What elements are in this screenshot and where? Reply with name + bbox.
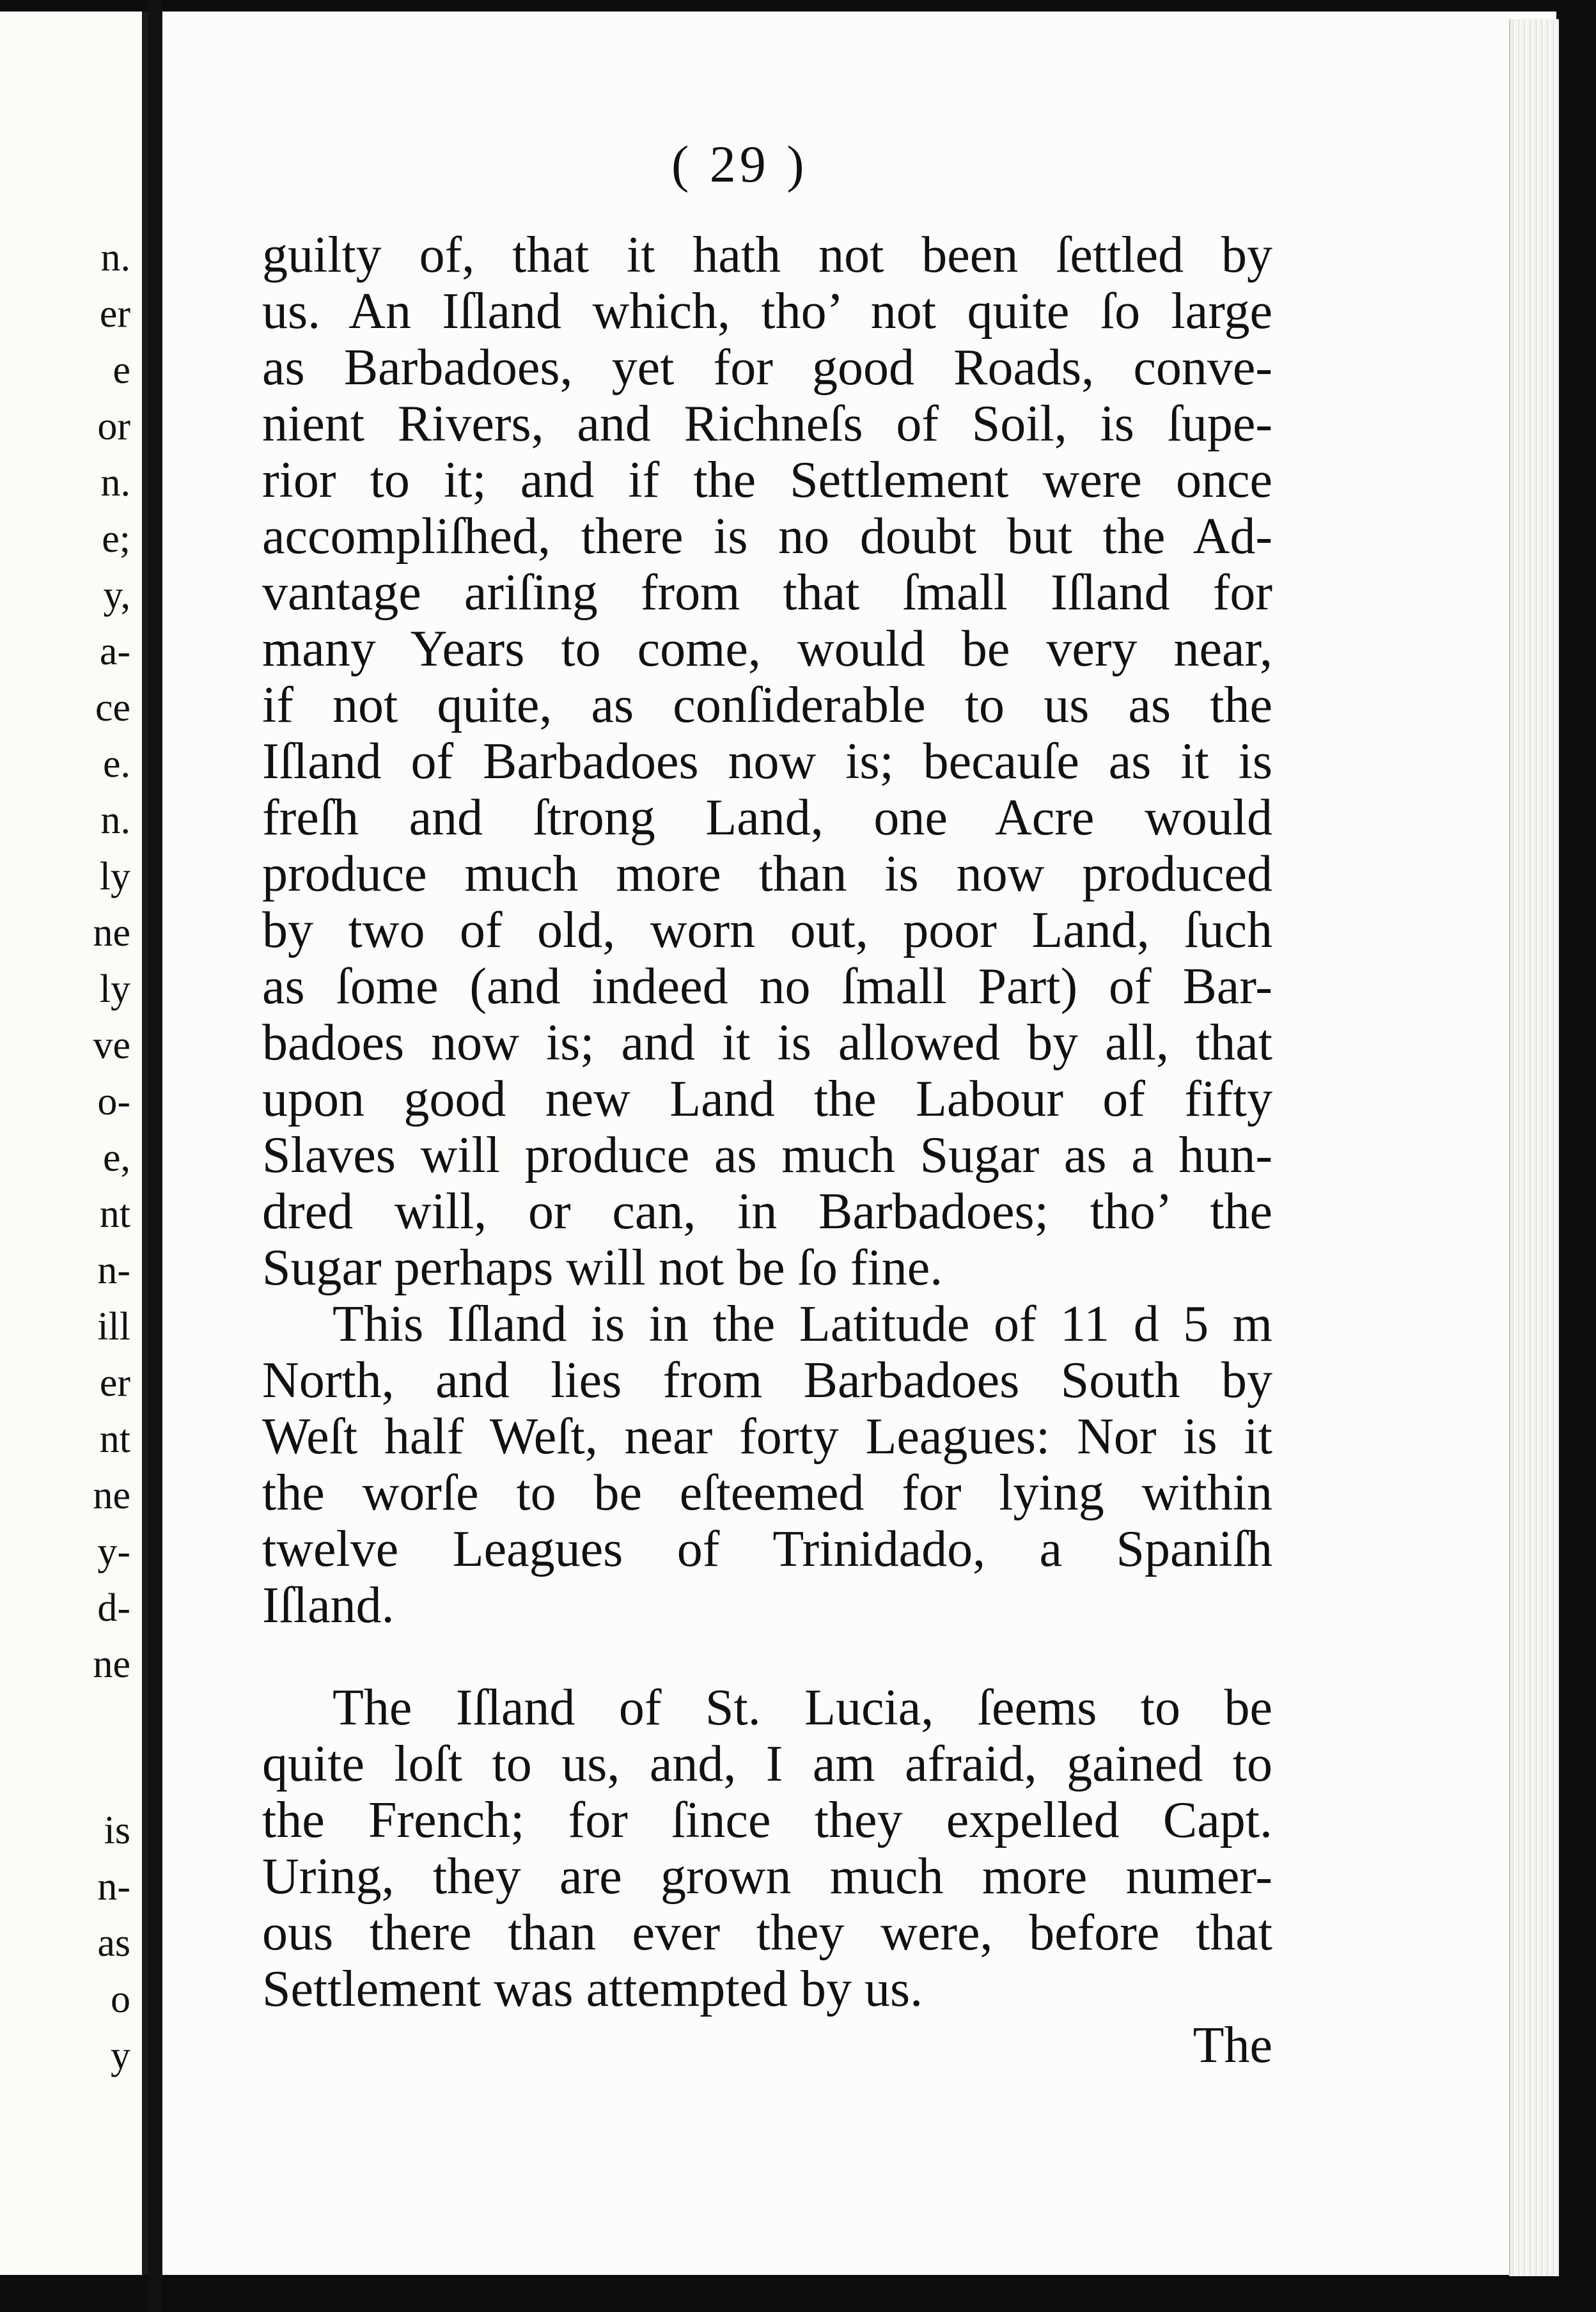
page-number: ( 29 )	[671, 135, 808, 193]
left-fragment: n.	[100, 799, 130, 842]
book-gutter	[148, 0, 162, 2312]
left-fragment: y-	[97, 1530, 130, 1574]
text-line: by two of old, worn out, poor Land, ſuch	[262, 902, 1272, 958]
text-line: Settlement was attempted by us.	[262, 1961, 923, 2017]
text-line: many Years to come, would be very near,	[262, 621, 1272, 677]
text-line: Iſland of Barbadoes now is; becauſe as it is	[262, 733, 1272, 790]
text-line: if not quite, as conſiderable to us as the	[262, 677, 1272, 733]
text-line: rior to it; and if the Settlement were once	[262, 452, 1272, 508]
left-fragment: o-	[97, 1080, 130, 1123]
text-line: freſh and ſtrong Land, one Acre would	[262, 790, 1272, 846]
left-fragment: ne	[93, 1474, 130, 1517]
left-fragment: y,	[103, 574, 130, 617]
text-line: Sugar perhaps will not be ſo fine.	[262, 1240, 943, 1296]
left-fragment: ce	[95, 686, 130, 730]
left-fragment: n.	[100, 461, 130, 504]
text-line: guilty of, that it hath not been ſettled by	[262, 227, 1272, 283]
left-fragment: as	[97, 1921, 130, 1965]
left-fragment: er	[99, 292, 130, 336]
text-line: upon good new Land the Labour of fifty	[262, 1071, 1272, 1127]
text-line: the French; for ſince they expelled Capt.	[262, 1792, 1272, 1848]
text-line: the worſe to be eſteemed for lying within	[262, 1465, 1272, 1521]
left-fragment: ill	[97, 1305, 130, 1348]
catchword: The	[1193, 2017, 1272, 2074]
left-fragment: a-	[99, 630, 130, 673]
left-fragment: d-	[97, 1586, 130, 1630]
text-line: produce much more than is now produced	[262, 846, 1272, 902]
left-fragment: ne	[93, 1643, 130, 1686]
left-fragment: e,	[102, 1136, 130, 1180]
text-line: as ſome (and indeed no ſmall Part) of Bar-	[262, 958, 1272, 1015]
left-fragment: ve	[93, 1024, 130, 1067]
left-fragment: ly	[99, 967, 130, 1011]
left-fragment: nt	[99, 1192, 130, 1236]
left-fragment: or	[97, 405, 130, 448]
left-fragment: ly	[99, 855, 130, 898]
text-line: twelve Leagues of Trinidado, a Spaniſh	[262, 1521, 1272, 1577]
text-line: Iſland.	[262, 1577, 395, 1634]
page-edge	[1509, 19, 1559, 2276]
text-line: us. An Iſland which, tho’ not quite ſo large	[262, 283, 1272, 340]
left-fragment: n-	[97, 1865, 130, 1909]
left-fragment: e.	[102, 742, 130, 786]
left-page-margin	[0, 12, 148, 2275]
text-line: nient Rivers, and Richneſs of Soil, is ſupe-	[262, 396, 1272, 452]
left-fragment: er	[99, 1361, 130, 1405]
text-line: Weſt half Weſt, near forty Leagues: Nor is it	[262, 1409, 1272, 1465]
text-line: ous there than ever they were, before that	[262, 1905, 1272, 1961]
text-line: Uring, they are grown much more numer-	[262, 1848, 1272, 1905]
left-fragment: is	[104, 1809, 130, 1852]
text-line: quite loſt to us, and, I am afraid, gained to	[262, 1736, 1272, 1792]
text-line: accompliſhed, there is no doubt but the Ad-	[262, 508, 1272, 565]
left-fragment: e;	[102, 517, 130, 561]
left-fragment: n.	[100, 236, 130, 279]
text-line: as Barbadoes, yet for good Roads, conve-	[262, 340, 1272, 396]
text-line: North, and lies from Barbadoes South by	[262, 1352, 1272, 1409]
text-line: dred will, or can, in Barbadoes; tho’ the	[262, 1183, 1272, 1240]
left-fragment: y	[111, 2034, 130, 2077]
left-fragment: n-	[97, 1249, 130, 1292]
text-line: vantage ariſing from that ſmall Iſland for	[262, 565, 1272, 621]
left-fragment: ne	[93, 911, 130, 955]
text-line: The Iſland of St. Lucia, ſeems to be	[332, 1680, 1272, 1736]
text-line: This Iſland is in the Latitude of 11 d 5 m	[332, 1296, 1272, 1352]
left-fragment: e	[113, 348, 130, 392]
left-fragment: nt	[99, 1418, 130, 1461]
text-line: badoes now is; and it is allowed by all, that	[262, 1015, 1272, 1071]
text-line: Slaves will produce as much Sugar as a hun-	[262, 1127, 1272, 1183]
left-fragment: o	[111, 1978, 130, 2021]
